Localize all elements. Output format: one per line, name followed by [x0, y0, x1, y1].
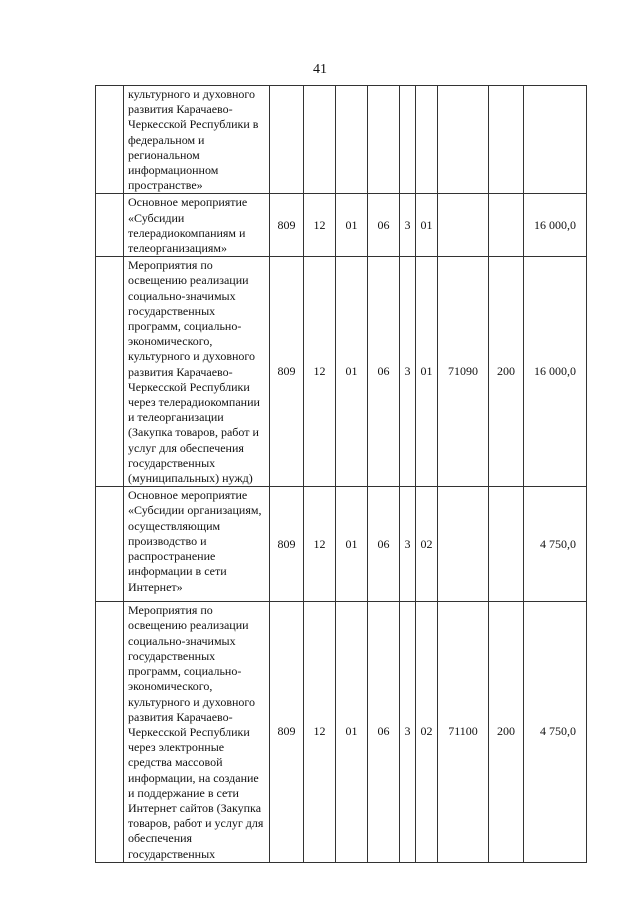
- ministry-code-cell: 809: [270, 602, 304, 862]
- subprogram-code-cell: 3: [400, 257, 416, 487]
- subsection-code-cell: 01: [336, 194, 368, 257]
- subprogram-code-cell: [400, 86, 416, 194]
- subprogram-code-cell: 3: [400, 602, 416, 862]
- activity-code-cell: 02: [416, 602, 438, 862]
- item-name-cell: Основное мероприятие «Субсидии организациям, осуществляющим производство и распространение информации в сети Интернет»: [124, 487, 270, 602]
- amount-cell: 16 000,0: [524, 194, 587, 257]
- direction-code-cell: [438, 194, 489, 257]
- activity-code-cell: 01: [416, 257, 438, 487]
- table-row: [96, 86, 587, 194]
- program-code-cell: 06: [368, 257, 400, 487]
- subprogram-code-cell: 3: [400, 194, 416, 257]
- ministry-code-cell: [270, 86, 304, 194]
- direction-code-cell: [438, 86, 489, 194]
- amount-cell: 4 750,0: [524, 602, 587, 862]
- section-code-cell: 12: [304, 487, 336, 602]
- table-row: [96, 194, 587, 257]
- program-code-cell: 06: [368, 194, 400, 257]
- activity-code-cell: [416, 86, 438, 194]
- ministry-code-cell: 809: [270, 257, 304, 487]
- activity-code-cell: 02: [416, 487, 438, 602]
- number-cell: [96, 194, 124, 257]
- section-code-cell: [304, 86, 336, 194]
- amount-cell: 4 750,0: [524, 487, 587, 602]
- expense-type-code-cell: 200: [489, 602, 524, 862]
- item-name-cell: культурного и духовного развития Карачаево-Черкесской Республики в федеральном и региональном информационном пространстве»: [124, 86, 270, 194]
- subsection-code-cell: [336, 86, 368, 194]
- program-code-cell: 06: [368, 602, 400, 862]
- program-code-cell: 06: [368, 487, 400, 602]
- subprogram-code-cell: 3: [400, 487, 416, 602]
- amount-cell: 16 000,0: [524, 257, 587, 487]
- budget-table: [95, 85, 587, 863]
- expense-type-code-cell: [489, 487, 524, 602]
- expense-type-code-cell: [489, 86, 524, 194]
- number-cell: [96, 86, 124, 194]
- direction-code-cell: [438, 487, 489, 602]
- ministry-code-cell: 809: [270, 487, 304, 602]
- page-number: 41: [313, 62, 327, 77]
- subsection-code-cell: 01: [336, 487, 368, 602]
- item-name-cell: Мероприятия по освещению реализации социально-значимых государственных программ, социально-экономического, культурного и духовного развития Карачаево-Черкесской Республики через электронные средства массовой информации, на создание и поддержание в сети Интернет сайтов (Закупка товаров, работ и услуг для обеспечения государственных: [124, 602, 270, 862]
- number-cell: [96, 602, 124, 862]
- subsection-code-cell: 01: [336, 257, 368, 487]
- section-code-cell: 12: [304, 257, 336, 487]
- table-row: [96, 257, 587, 487]
- amount-cell: [524, 86, 587, 194]
- section-code-cell: 12: [304, 194, 336, 257]
- section-code-cell: 12: [304, 602, 336, 862]
- table-row: [96, 487, 587, 602]
- program-code-cell: [368, 86, 400, 194]
- table-row: [96, 602, 587, 862]
- item-name-cell: Мероприятия по освещению реализации социально-значимых государственных программ, социально-экономического, культурного и духовного развития Карачаево-Черкесской Республики через телерадиокомпании и телеорганизации (Закупка товаров, работ и услуг для обеспечения государственных (муниципальных) нужд): [124, 257, 270, 487]
- ministry-code-cell: 809: [270, 194, 304, 257]
- subsection-code-cell: 01: [336, 602, 368, 862]
- item-name-cell: Основное мероприятие «Субсидии телерадиокомпаниям и телеорганизациям»: [124, 194, 270, 257]
- number-cell: [96, 257, 124, 487]
- expense-type-code-cell: 200: [489, 257, 524, 487]
- number-cell: [96, 487, 124, 602]
- activity-code-cell: 01: [416, 194, 438, 257]
- expense-type-code-cell: [489, 194, 524, 257]
- direction-code-cell: 71090: [438, 257, 489, 487]
- direction-code-cell: 71100: [438, 602, 489, 862]
